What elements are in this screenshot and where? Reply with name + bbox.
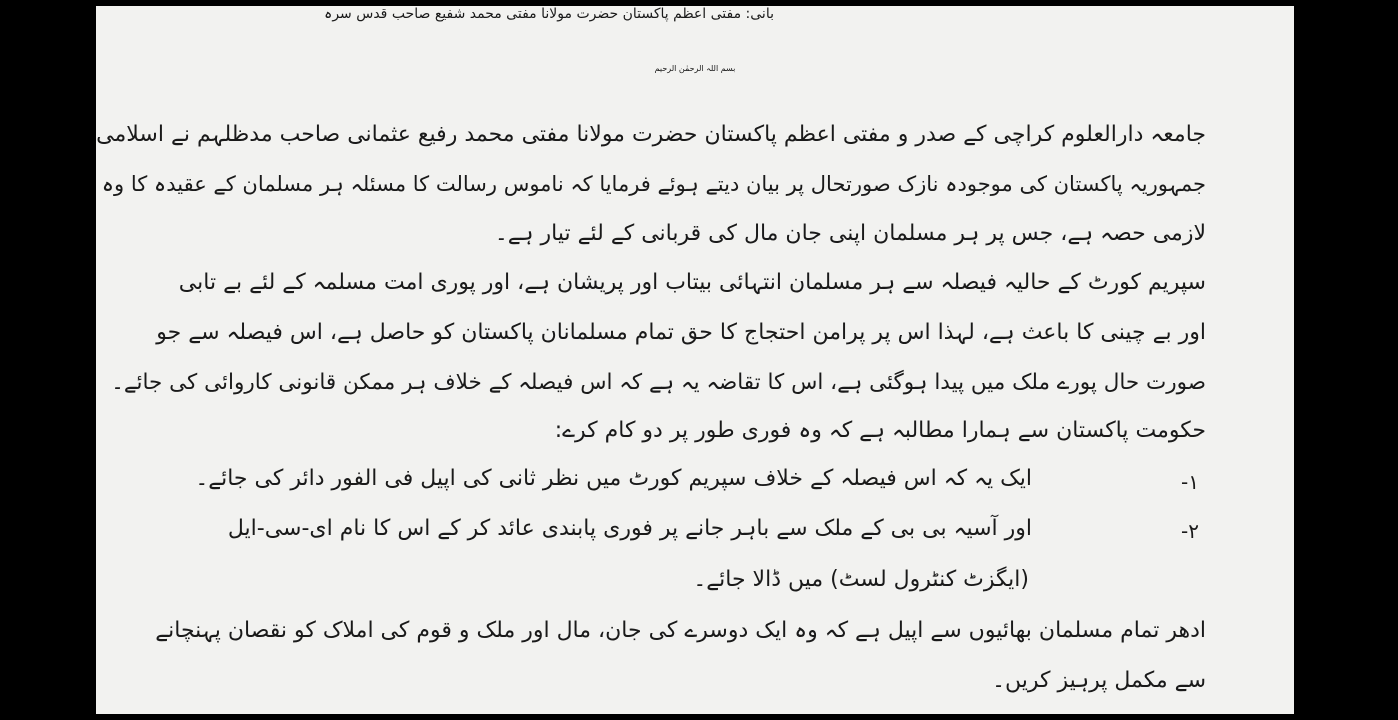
closing-line: سے مکمل پرہیز کریں۔ [992, 668, 1206, 693]
list-item-continuation: (ایگزٹ کنٹرول لسٹ) میں ڈالا جائے۔ [693, 567, 1029, 592]
document-header: بانی: مفتی اعظم پاکستان حضرت مولانا مفتی محمد شفیع صاحب قدس سرہ [324, 6, 774, 22]
paragraph-line: اور بے چینی کا باعث ہے، لہذا اس پر پرامن احتجاج کا حق تمام مسلمانان پاکستان کو حاصل ہے، اس فیصلہ سے جو [156, 320, 1206, 345]
bismillah-heading: بسم اللہ الرحمٰن الرحیم [654, 64, 736, 73]
paragraph-line: صورت حال پورے ملک میں پیدا ہوگئی ہے، اس کا تقاضہ یہ ہے کہ اس فیصلہ کے خلاف ہر ممکن قانونی کاروائی کی جائے۔ [111, 370, 1206, 395]
paragraph-line: سپریم کورٹ کے حالیہ فیصلہ سے ہر مسلمان انتہائی بیتاب اور پریشان ہے، اور پوری امت مسلمہ کے لئے بے تابی [178, 270, 1206, 295]
scanned-document-page [96, 6, 1294, 714]
closing-line: ادھر تمام مسلمان بھائیوں سے اپیل ہے کہ وہ ایک دوسرے کی جان، مال اور ملک و قوم کی املاک کو نقصان پہنچانے [155, 618, 1206, 643]
list-item-number: ۱- [1181, 470, 1199, 494]
list-item-number: ۲- [1181, 519, 1199, 543]
paragraph-line: لازمی حصہ ہے، جس پر ہر مسلمان اپنی جان مال کی قربانی کے لئے تیار ہے۔ [494, 221, 1206, 246]
list-item-text: ایک یہ کہ اس فیصلہ کے خلاف سپریم کورٹ میں نظر ثانی کی اپیل فی الفور دائر کی جائے۔ [195, 466, 1032, 491]
paragraph-line: جامعہ دارالعلوم کراچی کے صدر و مفتی اعظم پاکستان حضرت مولانا مفتی محمد رفیع عثمانی صاحب مدظلہم نے اسلامی [96, 122, 1206, 147]
paragraph-line: حکومت پاکستان سے ہمارا مطالبہ ہے کہ وہ فوری طور پر دو کام کرے: [554, 418, 1206, 443]
paragraph-line: جمہوریہ پاکستان کی موجودہ نازک صورتحال پر بیان دیتے ہوئے فرمایا کہ ناموس رسالت کا مسئلہ ہر مسلمان کے عقیدہ کا وہ [101, 172, 1206, 196]
list-item-text: اور آسیہ بی بی کے ملک سے باہر جانے پر فوری پابندی عائد کر کے اس کا نام ای-سی-ایل [227, 516, 1032, 541]
